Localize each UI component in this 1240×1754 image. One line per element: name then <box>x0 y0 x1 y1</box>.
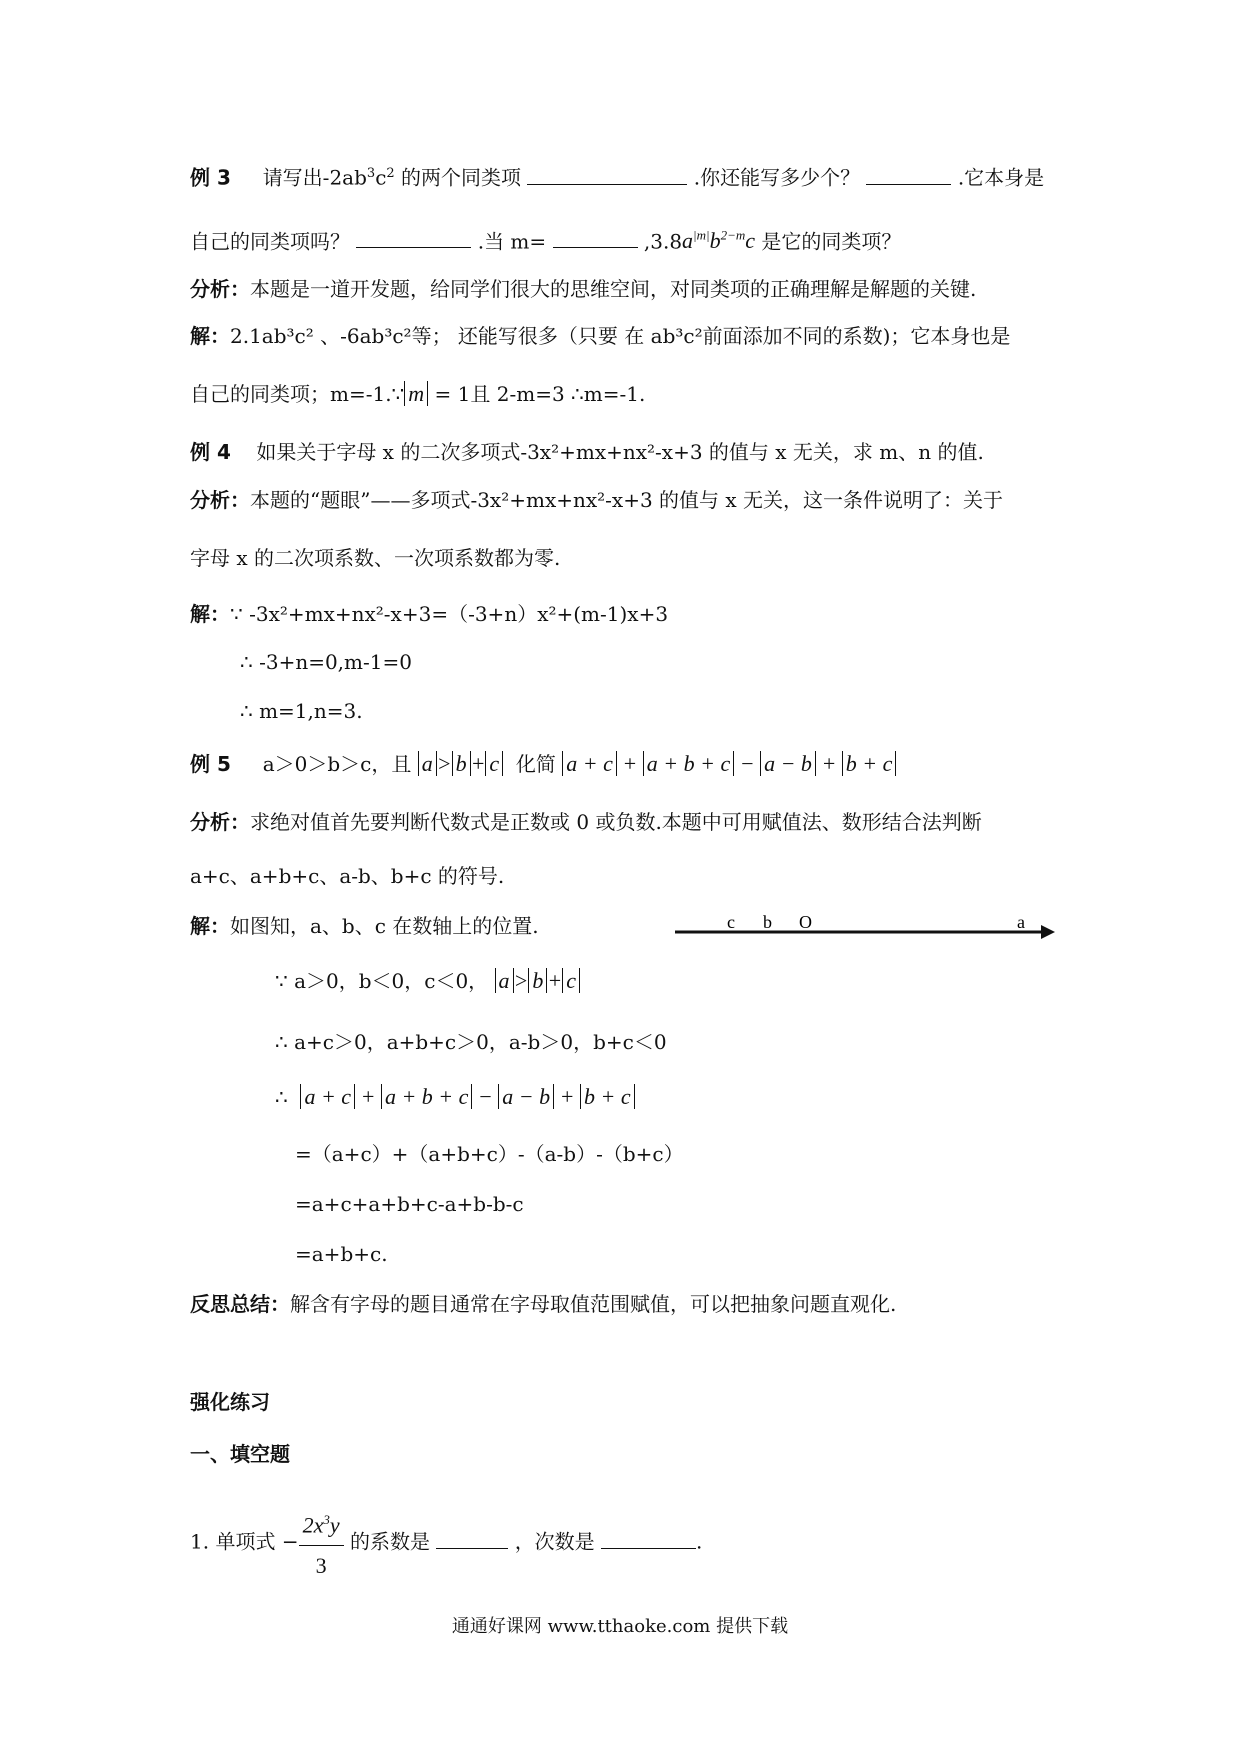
solution-text: 如图知，a、b、c 在数轴上的位置. <box>230 914 539 938</box>
ex5-question <box>190 750 896 778</box>
solution-text: ∴ a+c＞0，a+b+c＞0，a-b＞0，b+c＜0 <box>275 1030 667 1054</box>
summary-text: 解含有字母的题目通常在字母取值范围赋值，可以把抽象问题直观化. <box>290 1292 897 1316</box>
question-text: . <box>696 1529 703 1554</box>
ex3-analysis <box>190 275 976 303</box>
ex3-solution-line2 <box>190 380 645 408</box>
solution-text: ∵ a＞0，b＜0，c＜0， <box>275 969 489 993</box>
page-footer: 通通好课网 www.tthaoke.com 提供下载 <box>451 1616 789 1637</box>
question-text: ，次数是 <box>514 1529 595 1554</box>
summary-label: 反思总结： <box>190 1292 290 1316</box>
solution-text: = 1且 2-m=3 ∴m=-1. <box>434 382 646 406</box>
analysis-label: 分析： <box>190 488 250 512</box>
ex3-text: 请写出-2ab <box>262 165 367 190</box>
solution-text: ∴ m=1,n=3. <box>240 699 363 723</box>
ex3-text: 自己的同类项吗？ <box>190 229 350 254</box>
ex4-solution-2 <box>240 648 412 676</box>
solution-label: 解： <box>190 602 230 626</box>
section-heading: 一、填空题 <box>190 1442 290 1466</box>
solution-text: 自己的同类项；m=-1.∵ <box>190 382 405 406</box>
ex5-solution-1 <box>190 912 539 940</box>
ex5-text: 化简 <box>515 752 556 776</box>
ex5-solution-3 <box>275 1028 667 1056</box>
solution-text: =a+c+a+b+c-a+b-b-c <box>295 1192 524 1216</box>
ex5-solution-7 <box>295 1240 388 1268</box>
ex4-question <box>190 438 984 466</box>
solution-label: 解： <box>190 324 230 348</box>
ex4-analysis-1 <box>190 486 1003 514</box>
solution-text: ∴ -3+n=0,m-1=0 <box>240 650 412 674</box>
analysis-text: 本题是一道开发题，给同学们很大的思维空间，对同类项的正确理解是解题的关键. <box>250 277 977 301</box>
analysis-text: 字母 x 的二次项系数、一次项系数都为零. <box>190 546 561 570</box>
solution-label: 解： <box>190 914 230 938</box>
ex3-solution-line1 <box>190 322 1010 350</box>
answer-blank[interactable] <box>601 1528 696 1549</box>
point-label-c: c <box>727 914 735 932</box>
abs-expression: a + c + a + b + c − a − b + b + c <box>562 751 896 776</box>
ex5-analysis-1 <box>190 808 982 836</box>
ex4-text: 如果关于字母 x 的二次多项式-3x²+mx+nx²-x+3 的值与 x 无关，求 m、n 的值. <box>256 440 984 464</box>
ex5-solution-5 <box>295 1140 684 1168</box>
solution-text: =a+b+c. <box>295 1242 388 1266</box>
answer-blank[interactable] <box>356 227 471 248</box>
answer-blank[interactable] <box>553 227 638 248</box>
analysis-text: 本题的“题眼”——多项式-3x²+mx+nx²-x+3 的值与 x 无关，这一条件说明了：关于 <box>250 488 1004 512</box>
solution-text: =（a+c）+（a+b+c）-（a-b）-（b+c） <box>295 1142 684 1166</box>
analysis-text: 求绝对值首先要判断代数式是正数或 0 或负数.本题中可用赋值法、数形结合法判断 <box>250 810 982 834</box>
ex5-text: a＞0＞b＞c，且 <box>262 752 412 776</box>
ex4-label: 例 4 <box>190 440 231 464</box>
ex5-solution-6 <box>295 1190 524 1218</box>
ex5-summary <box>190 1290 896 1318</box>
ex3-text: ,3.8 <box>643 229 683 254</box>
ex5-solution-2 <box>275 967 580 995</box>
analysis-label: 分析： <box>190 810 250 834</box>
abs-condition: a > b + c <box>418 751 503 776</box>
ex5-label: 例 5 <box>190 752 231 776</box>
abs-m: m <box>404 381 428 406</box>
point-label-origin: O <box>799 914 812 932</box>
ex3-text: .它本身是 <box>957 165 1045 190</box>
ex3-text: .当 m= <box>477 229 547 254</box>
answer-blank[interactable] <box>436 1528 508 1549</box>
ex3-text: 的两个同类项 <box>401 165 522 190</box>
ex5-analysis-2 <box>190 862 504 890</box>
abs-condition: a > b + c <box>495 968 580 993</box>
analysis-label: 分析： <box>190 277 250 301</box>
solution-text: ∵ -3x²+mx+nx²-x+3=（-3+n）x²+(m-1)x+3 <box>230 602 669 626</box>
ex3-text: 是它的同类项？ <box>761 229 902 254</box>
ex4-analysis-2 <box>190 544 560 572</box>
analysis-text: a+c、a+b+c、a-b、b+c 的符号. <box>190 864 505 888</box>
answer-blank[interactable] <box>866 164 951 185</box>
solution-text: 2.1ab³c² 、-6ab³c²等； 还能写很多（只要 在 ab³c²前面添加不同的系数)；它本身也是 <box>230 324 1011 348</box>
practice-question-1 <box>190 1500 702 1586</box>
ex4-solution-1 <box>190 600 668 628</box>
ex3-line1: 例 3 请写出$-2ab^3c^2$ 的两个同类项 .你还能写多少个？ .它本身是 <box>190 165 1045 190</box>
ex3-label: 例 3 <box>190 165 231 190</box>
answer-blank[interactable] <box>527 164 687 185</box>
ex4-solution-3 <box>240 697 363 725</box>
point-label-a: a <box>1017 914 1025 932</box>
ex5-solution-4 <box>275 1083 635 1111</box>
practice-heading: 强化练习 <box>190 1390 270 1414</box>
ex3-line2 <box>190 222 901 255</box>
solution-text: ∴ <box>275 1085 288 1109</box>
monomial-formula: $a^{|m|}b^{2-m}c$ <box>682 228 756 254</box>
point-label-b: b <box>763 914 772 932</box>
number-line <box>675 914 1055 944</box>
arrow-icon <box>1041 925 1055 939</box>
ex3-text: .你还能写多少个？ <box>693 165 861 190</box>
question-text: 的系数是 <box>349 1529 430 1554</box>
minus-sign: − <box>281 1529 299 1554</box>
monomial-fraction: $\frac{2x^3y}{3}$ <box>299 1500 344 1586</box>
abs-expression: a + c + a + b + c − a − b + b + c <box>300 1084 634 1109</box>
question-text: 1. 单项式 <box>190 1529 276 1554</box>
